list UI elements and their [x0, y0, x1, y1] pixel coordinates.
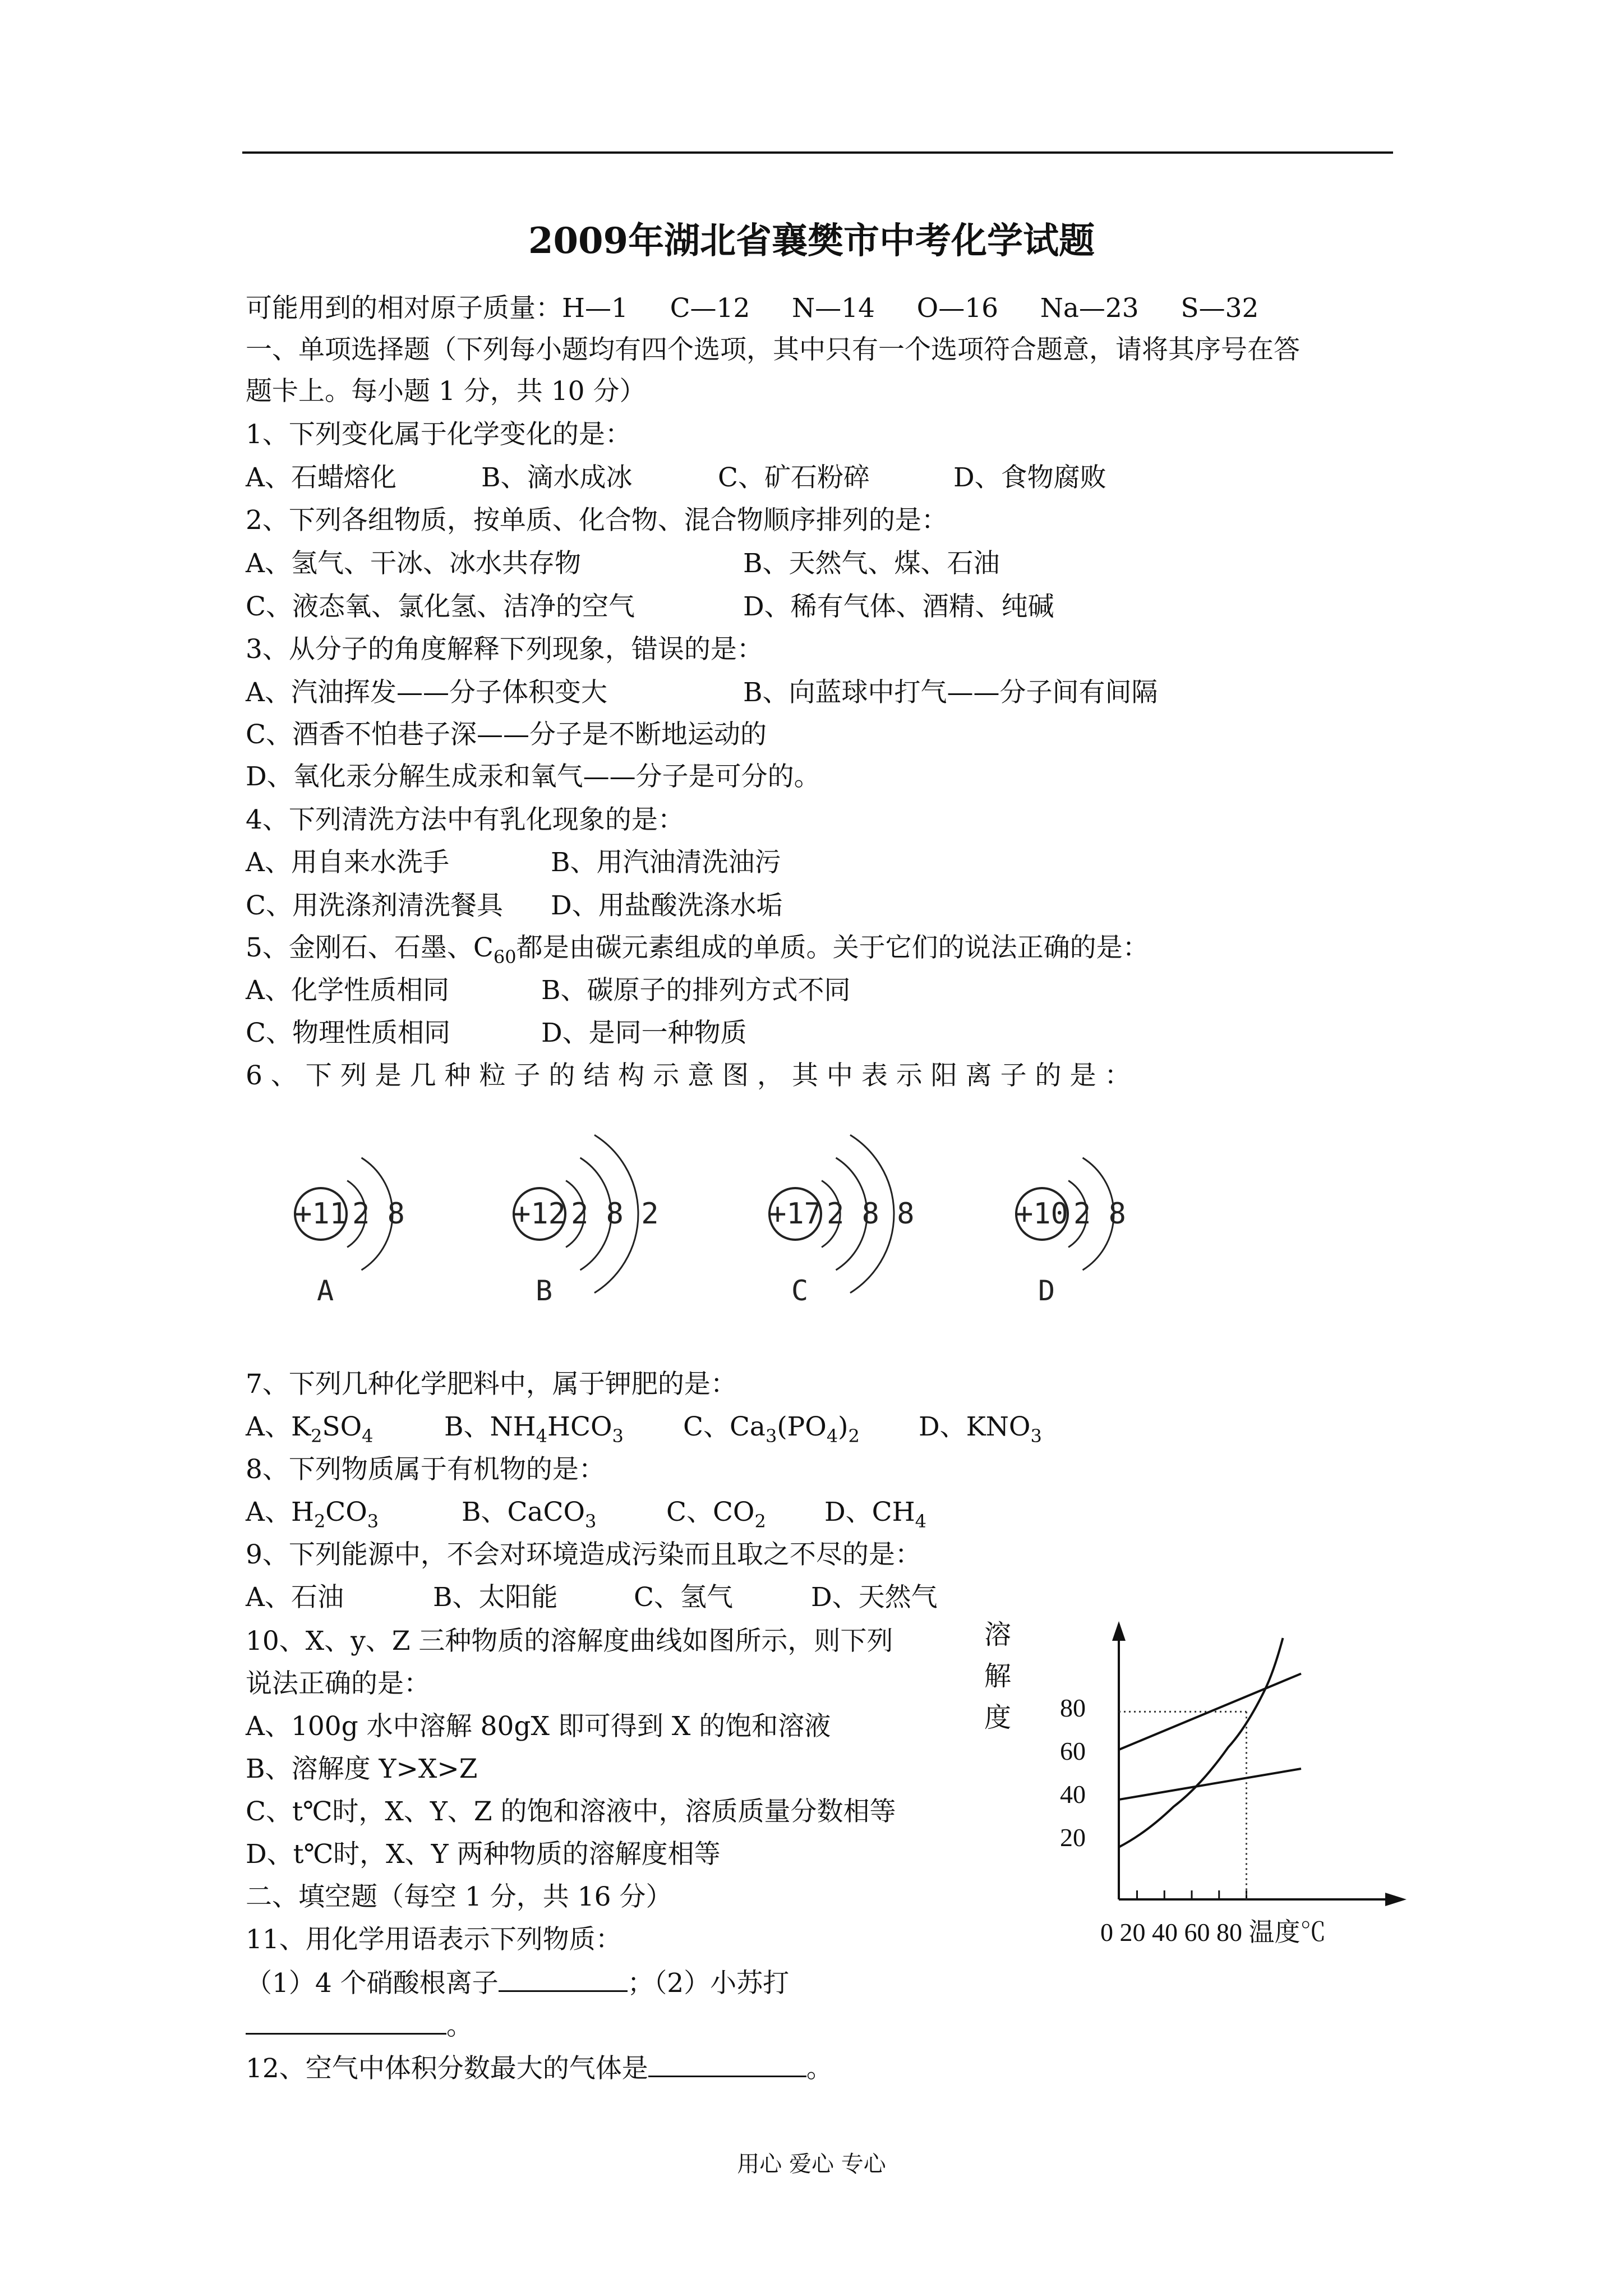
q4-option-c: C、用洗涤剂清洗餐具: [246, 890, 503, 921]
answer-blank[interactable]: [246, 2008, 446, 2035]
q8-option-c: C、$CO_2$: [666, 1497, 766, 1532]
q2-option-c: C、液态氧、氯化氢、洁净的空气: [246, 591, 635, 622]
solubility-curve-2: [1119, 1769, 1301, 1800]
electron-counts: 2 8 8: [827, 1197, 915, 1231]
q1-option-c: C、矿石粉碎: [718, 462, 870, 493]
q10-option-b: B、溶解度 Y>X>Z: [246, 1754, 478, 1784]
q2-stem: 2、下列各组物质，按单质、化合物、混合物顺序排列的是：: [246, 505, 948, 536]
q9-option-d: D、天然气: [811, 1582, 938, 1613]
section1-heading-cont: 题卡上。每小题 1 分，共 10 分）: [246, 376, 646, 407]
section1-heading: 一、单项选择题（下列每小题均有四个选项，其中只有一个选项符合题意，请将其序号在答: [246, 334, 1300, 365]
q3-option-b: B、向蓝球中打气——分子间有间隔: [743, 677, 1158, 708]
q10-option-d: D、t℃时，X、Y 两种物质的溶解度相等: [246, 1839, 721, 1870]
q7-option-a: A、$K_2SO_4$: [246, 1411, 374, 1447]
q8-option-b: B、CaCO$_3$: [462, 1497, 597, 1532]
q10-option-c: C、t℃时，X、Y、Z 的饱和溶液中，溶质质量分数相等: [246, 1796, 896, 1827]
diagram-label: C: [791, 1274, 809, 1307]
q8-stem: 8、下列物质属于有机物的是：: [246, 1454, 605, 1485]
q2-option-b: B、天然气、煤、石油: [743, 548, 1000, 579]
q5-option-c: C、物理性质相同: [246, 1018, 450, 1048]
nucleus-charge: +11: [294, 1197, 347, 1231]
q5-option-a: A、化学性质相同: [246, 975, 449, 1006]
q3-option-c: C、酒香不怕巷子深——分子是不断地运动的: [246, 719, 767, 750]
solubility-curve-3: [1119, 1638, 1283, 1847]
q3-option-a: A、汽油挥发——分子体积变大: [246, 677, 607, 708]
electron-counts: 2 8: [352, 1197, 405, 1231]
q9-option-c: C、氢气: [634, 1582, 733, 1613]
q12: 12、空气中体积分数最大的气体是 。: [246, 2051, 833, 2086]
q7-option-c: C、$Ca_3(PO_4)_2$: [683, 1411, 860, 1447]
q4-stem: 4、下列清洗方法中有乳化现象的是：: [246, 804, 684, 835]
nucleus-charge: +12: [513, 1197, 566, 1231]
q3-option-d: D、氧化汞分解生成汞和氧气——分子是可分的。: [246, 761, 820, 792]
x-axis-label: 0 20 40 60 80 温度℃: [1100, 1918, 1326, 1947]
page-title: 2009年湖北省襄樊市中考化学试题: [528, 220, 1095, 262]
y-tick-label: 40: [1060, 1780, 1086, 1809]
y-tick-label: 60: [1060, 1737, 1086, 1765]
q11-stem: 11、用化学用语表示下列物质：: [246, 1924, 622, 1955]
q2-option-d: D、稀有气体、酒精、纯碱: [743, 591, 1054, 622]
q7-option-b: B、$NH_4HCO_3$: [444, 1411, 624, 1447]
y-axis-arrow: [1112, 1621, 1126, 1641]
y-tick-label: 20: [1060, 1823, 1086, 1852]
y-tick-label: 80: [1060, 1694, 1086, 1722]
q8-option-a: A、$H_2CO_3$: [246, 1497, 379, 1532]
y-axis-label-char: 解: [984, 1660, 1012, 1692]
q9-option-a: A、石油: [246, 1582, 344, 1613]
diagram-label: B: [535, 1274, 553, 1307]
q2-option-a: A、氢气、干冰、冰水共存物: [246, 548, 581, 579]
section2-heading: 二、填空题（每空 1 分，共 16 分）: [246, 1881, 672, 1912]
footer-slogan: 用心 爱心 专心: [737, 2151, 886, 2177]
y-axis-label-char: 度: [984, 1702, 1012, 1733]
q8-option-d: D、$CH_4$: [824, 1497, 926, 1532]
q9-option-b: B、太阳能: [433, 1582, 558, 1613]
q7-stem: 7、下列几种化学肥料中，属于钾肥的是：: [246, 1369, 737, 1400]
nucleus-charge: +10: [1016, 1197, 1068, 1231]
q1-option-d: D、食物腐败: [953, 462, 1106, 493]
q11-parts-cont: 。: [246, 2008, 473, 2043]
q11-parts: （1）4 个硝酸根离子 ；（2）小苏打: [246, 1966, 789, 2000]
q4-option-b: B、用汽油清洗油污: [551, 847, 781, 878]
answer-blank[interactable]: [499, 1966, 628, 1992]
q1-option-a: A、石蜡熔化: [246, 462, 396, 493]
q7-option-d: D、$KNO_3$: [919, 1411, 1042, 1447]
electron-counts: 2 8 2: [571, 1197, 659, 1231]
q1-option-b: B、滴水成冰: [481, 462, 633, 493]
nucleus-charge: +17: [769, 1197, 822, 1231]
q4-option-d: D、用盐酸洗涤水垢: [551, 890, 783, 921]
diagram-label: A: [316, 1274, 334, 1307]
q1-stem: 1、下列变化属于化学变化的是：: [246, 419, 631, 450]
atomic-mass-line: 可能用到的相对原子质量：H—1 C—12 N—14 O—16 Na—23 S—32: [246, 293, 1259, 324]
q10-stem: 10、X、y、Z 三种物质的溶解度曲线如图所示，则下列: [246, 1626, 893, 1657]
solubility-curve-1: [1119, 1674, 1301, 1750]
q10-stem-cont: 说法正确的是：: [246, 1668, 430, 1699]
q5-stem: 5、金刚石、石墨、$C_{60}$都是由碳元素组成的单质。关于它们的说法正确的是：: [246, 932, 1149, 968]
q3-stem: 3、从分子的角度解释下列现象，错误的是：: [246, 634, 763, 665]
q10-option-a: A、100g 水中溶解 80gX 即可得到 X 的饱和溶液: [246, 1711, 831, 1742]
x-axis-arrow: [1385, 1893, 1407, 1906]
q6-stem: 6 、 下 列 是 几 种 粒 子 的 结 构 示 意 图 ， 其 中 表 示 阳 离 子 的 是 ：: [246, 1060, 1131, 1091]
q5-option-d: D、是同一种物质: [541, 1018, 747, 1048]
electron-counts: 2 8: [1073, 1197, 1126, 1231]
q9-stem: 9、下列能源中，不会对环境造成污染而且取之不尽的是：: [246, 1539, 921, 1570]
answer-blank[interactable]: [648, 2051, 806, 2077]
q5-option-b: B、碳原子的排列方式不同: [541, 975, 851, 1006]
diagram-label: D: [1038, 1274, 1055, 1307]
q4-option-a: A、用自来水洗手: [246, 847, 449, 878]
y-axis-label-char: 溶: [984, 1619, 1012, 1650]
